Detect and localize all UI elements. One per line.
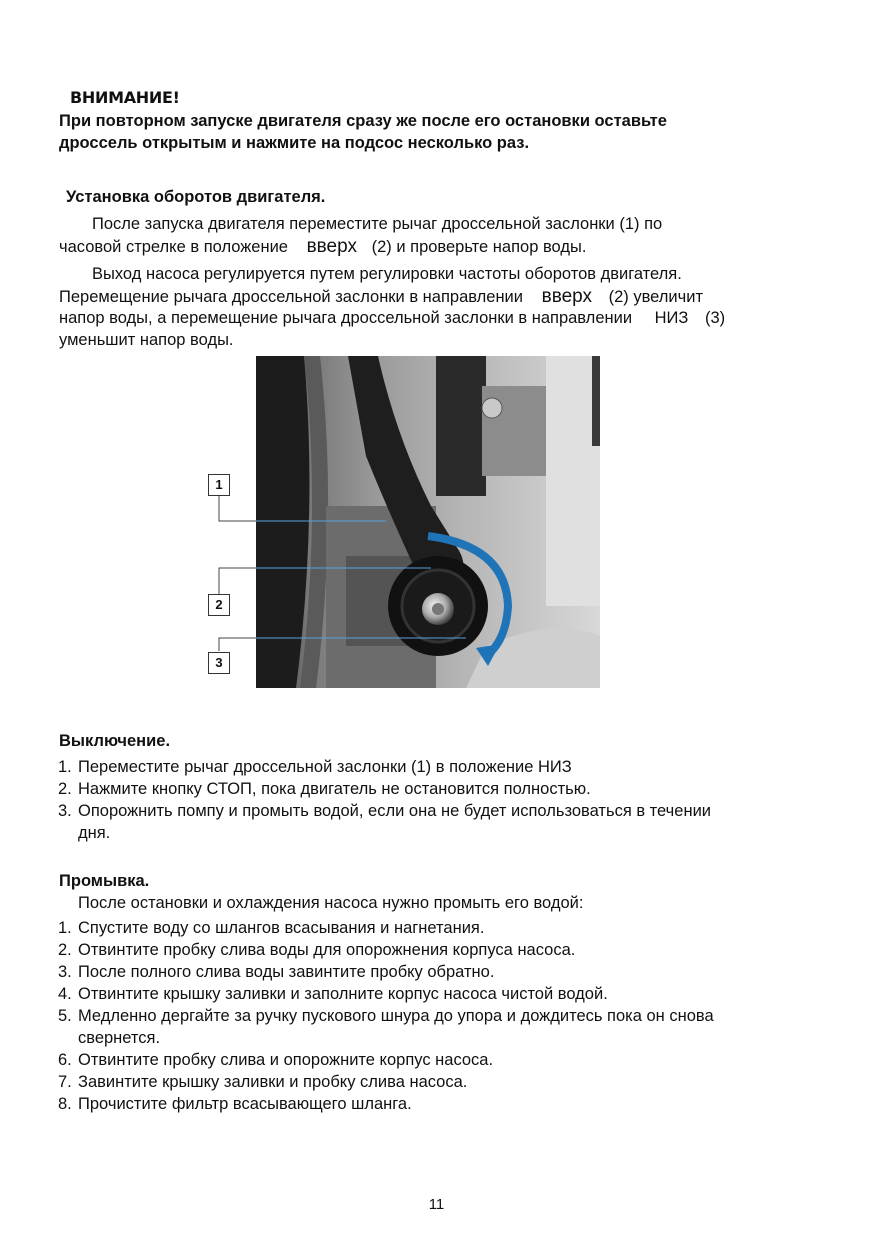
shutdown-item-3-num: 3.	[58, 802, 72, 820]
throttle-lever-photo	[256, 356, 600, 688]
flush-item-2-num: 2.	[58, 941, 72, 959]
rpm-p1-line1: После запуска двигателя переместите рычаг дроссельной заслонки (1) по	[92, 215, 663, 233]
rpm-p1-line2-c: (2) и проверьте напор воды.	[371, 238, 587, 256]
flush-item-4-num: 4.	[58, 985, 72, 1003]
flush-item-4	[58, 983, 608, 1005]
rpm-p1-line2	[59, 235, 586, 259]
rpm-p2-up-word: вверх	[541, 286, 592, 307]
shutdown-item-1-num: 1.	[58, 758, 72, 776]
warning-line-1: При повторном запуске двигателя сразу же после его остановки оставьте	[59, 112, 667, 130]
callout-3: 3	[208, 652, 230, 674]
flush-item-2	[58, 939, 575, 961]
flush-item-8	[58, 1093, 412, 1115]
shutdown-item-3-continued: дня.	[78, 824, 111, 842]
page-number: 11	[428, 1196, 445, 1213]
flush-item-5-continued: свернется.	[78, 1029, 161, 1047]
rpm-p2-line2-a: Перемещение рычага дроссельной заслонки в направлении	[59, 288, 523, 306]
rpm-p2-line1: Выход насоса регулируется путем регулировки частоты оборотов двигателя.	[92, 265, 682, 283]
rpm-p2-line3	[59, 307, 725, 330]
shutdown-item-3	[58, 800, 711, 822]
shutdown-item-2	[58, 778, 591, 800]
flush-item-6-text: Отвинтите пробку слива и опорожните корпус насоса.	[78, 1051, 494, 1069]
rpm-p2-line2	[59, 285, 703, 309]
flush-item-3-num: 3.	[58, 963, 72, 981]
rpm-p2-line2-c: (2) увеличит	[608, 288, 704, 306]
shutdown-item-3-text: Опорожнить помпу и промыть водой, если она не будет использоваться в течении	[78, 802, 712, 820]
warning-line-2: дроссель открытым и нажмите на подсос несколько раз.	[59, 134, 530, 152]
shutdown-item-1	[58, 756, 572, 778]
flush-item-8-num: 8.	[58, 1095, 72, 1113]
rpm-p2-line3-c: (3)	[704, 309, 726, 327]
flush-intro: После остановки и охлаждения насоса нужно промыть его водой:	[78, 894, 584, 912]
flush-item-1-num: 1.	[58, 919, 72, 937]
flush-item-5-num: 5.	[58, 1007, 72, 1025]
flush-item-4-text: Отвинтите крышку заливки и заполните корпус насоса чистой водой.	[78, 985, 608, 1003]
callout-2: 2	[208, 594, 230, 616]
warning-title: ВНИМАНИЕ!	[70, 88, 180, 107]
flush-heading: Промывка.	[59, 872, 150, 890]
flush-item-2-text: Отвинтите пробку слива воды для опорожнения корпуса насоса.	[78, 941, 576, 959]
shutdown-item-2-text: Нажмите кнопку СТОП, пока двигатель не остановится полностью.	[78, 780, 591, 798]
rpm-p1-line2-a: часовой стрелке в положение	[59, 238, 288, 256]
flush-item-7-text: Завинтите крышку заливки и пробку слива насоса.	[78, 1073, 468, 1091]
shutdown-item-1-text: Переместите рычаг дроссельной заслонки (1) в положение НИЗ	[78, 758, 572, 776]
callout-1: 1	[208, 474, 230, 496]
rpm-p1-up-word: вверх	[306, 236, 357, 257]
rpm-p2-line4: уменьшит напор воды.	[59, 331, 234, 349]
flush-item-1	[58, 917, 484, 939]
shutdown-item-2-num: 2.	[58, 780, 72, 798]
flush-item-3-text: После полного слива воды завинтите пробку обратно.	[78, 963, 495, 981]
rpm-p2-line3-a: напор воды, а перемещение рычага дроссельной заслонки в направлении	[59, 309, 633, 327]
flush-item-7	[58, 1071, 467, 1093]
flush-item-8-text: Прочистите фильтр всасывающего шланга.	[78, 1095, 412, 1113]
flush-item-1-text: Спустите воду со шлангов всасывания и нагнетания.	[78, 919, 485, 937]
flush-item-6-num: 6.	[58, 1051, 72, 1069]
shutdown-heading: Выключение.	[59, 732, 171, 750]
flush-item-5	[58, 1005, 714, 1027]
rpm-p2-down-word: НИЗ	[654, 309, 689, 327]
flush-item-7-num: 7.	[58, 1073, 72, 1091]
rpm-heading: Установка оборотов двигателя.	[66, 188, 326, 206]
flush-item-3	[58, 961, 494, 983]
flush-item-6	[58, 1049, 493, 1071]
flush-item-5-text: Медленно дергайте за ручку пускового шнура до упора и дождитесь пока он снова	[78, 1007, 714, 1025]
